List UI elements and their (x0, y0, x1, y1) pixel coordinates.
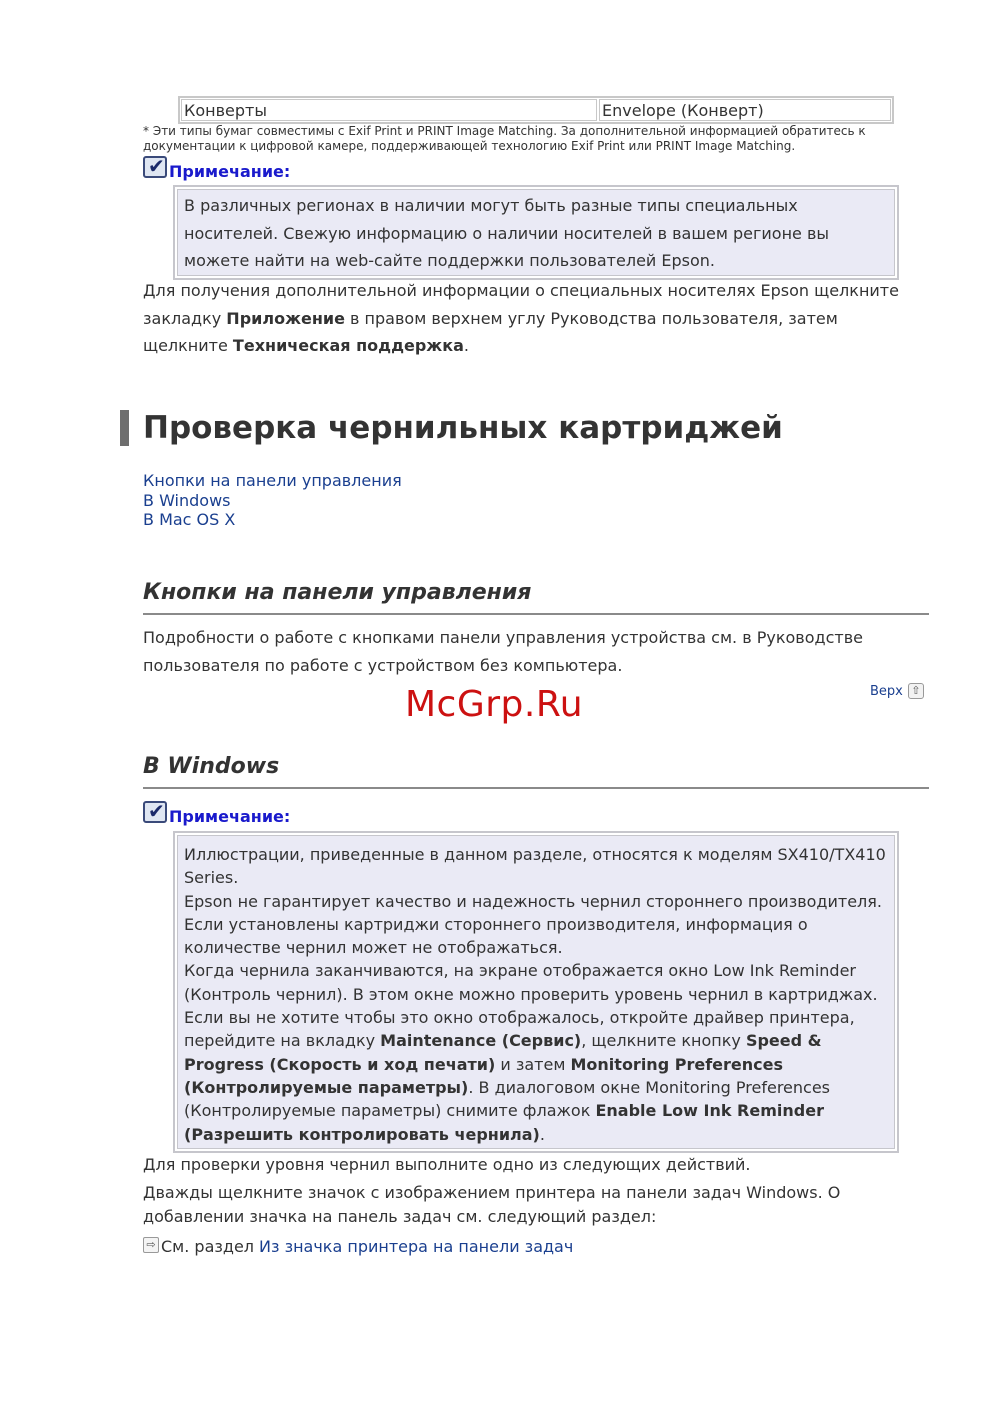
note-box (173, 831, 899, 1153)
note-illustrations-line: Иллюстрации, приведенные в данном разделе, относятся к моделям SX410/TX410 Series. (184, 845, 886, 888)
section-title-control-panel: Кнопки на панели управления (143, 580, 532, 605)
table-cell-paper-name: Конверты (181, 99, 597, 121)
link-windows[interactable]: В Windows (143, 490, 231, 510)
watermark: McGrp.Ru (405, 684, 584, 725)
note-header (143, 156, 291, 181)
footnote: * Эти типы бумаг совместимы с Exif Print и PRINT Image Matching. За дополнительной информацией обратитесь к документации к цифровой камере, поддерживающей технологию Exif Print или PRINT Image Matching. (143, 124, 866, 153)
note-text (177, 835, 895, 1149)
arrow-right-icon: ⇨ (143, 1237, 159, 1253)
note-third-party-ink-line: Epson не гарантирует качество и надежность чернил стороннего производителя. Если установлены картриджи стороннего производителя, информация о количестве чернил может не отображаться. (184, 891, 882, 958)
section-links (143, 471, 402, 530)
page-title: Проверка чернильных картриджей (143, 410, 783, 446)
note-title: Примечание: (169, 162, 291, 181)
table-cell-paper-setting: Envelope (Конверт) (599, 99, 891, 121)
see-also-prefix: См. раздел (161, 1237, 255, 1256)
note-title: Примечание: (169, 807, 291, 826)
see-also-line (143, 1237, 573, 1256)
link-taskbar-icon[interactable]: Из значка принтера на панели задач (259, 1237, 574, 1256)
back-to-top-link[interactable] (870, 683, 924, 699)
section-divider (143, 613, 929, 615)
note-header (143, 801, 291, 826)
taskbar-icon-paragraph: Дважды щелкните значок с изображением принтера на панели задач Windows. О добавлении значка на панель задач см. следующий раздел: (143, 1183, 841, 1226)
note-box (173, 185, 899, 280)
back-to-top-label[interactable]: Верх (870, 684, 903, 699)
section-divider (143, 787, 929, 789)
link-control-panel-buttons[interactable]: Кнопки на панели управления (143, 471, 402, 490)
section-title-windows: В Windows (143, 754, 280, 779)
note-check-icon (143, 801, 167, 823)
note-check-icon (143, 156, 167, 178)
note-low-ink-reminder-line: Когда чернила заканчиваются, на экране отображается окно Low Ink Reminder (Контроль чернил). В этом окне можно проверить уровень чернил в картриджах. Если вы не хотите чтобы это окно отображалось, откройте драйвер принтера, перейдите на вкладку Maintenance (Сервис), щелкните кнопку Speed & Progress (Скорость и ход печати) и затем Monitoring Preferences (Контролируемые параметры). В диалоговом окне Monitoring Preferences (Контролируемые параметры) снимите флажок Enable Low Ink Reminder (Разрешить контролировать чернила). (184, 961, 878, 1144)
heading-bar (120, 410, 129, 446)
note-text: В различных регионах в наличии могут быть разные типы специальных носителей. Свежую информацию о наличии носителей в вашем регионе вы можете найти на web-сайте поддержки пользователей Epson. (177, 189, 895, 276)
arrow-up-icon[interactable]: ⇧ (908, 683, 924, 699)
tech-support-label: Техническая поддержка (232, 336, 464, 355)
appendix-tab-label: Приложение (226, 308, 345, 328)
special-media-paragraph: Для получения дополнительной информации о специальных носителях Epson щелкните закладку Приложение в правом верхнем углу Руководства пользователя, затем щелкните Техническая поддержка. (143, 281, 899, 355)
check-ink-paragraph: Для проверки уровня чернил выполните одно из следующих действий. (143, 1155, 751, 1174)
link-mac-os-x[interactable]: В Mac OS X (143, 510, 236, 529)
paper-type-table (178, 96, 894, 124)
control-panel-paragraph: Подробности о работе с кнопками панели управления устройства см. в Руководстве пользователя по работе с устройством без компьютера. (143, 628, 863, 675)
